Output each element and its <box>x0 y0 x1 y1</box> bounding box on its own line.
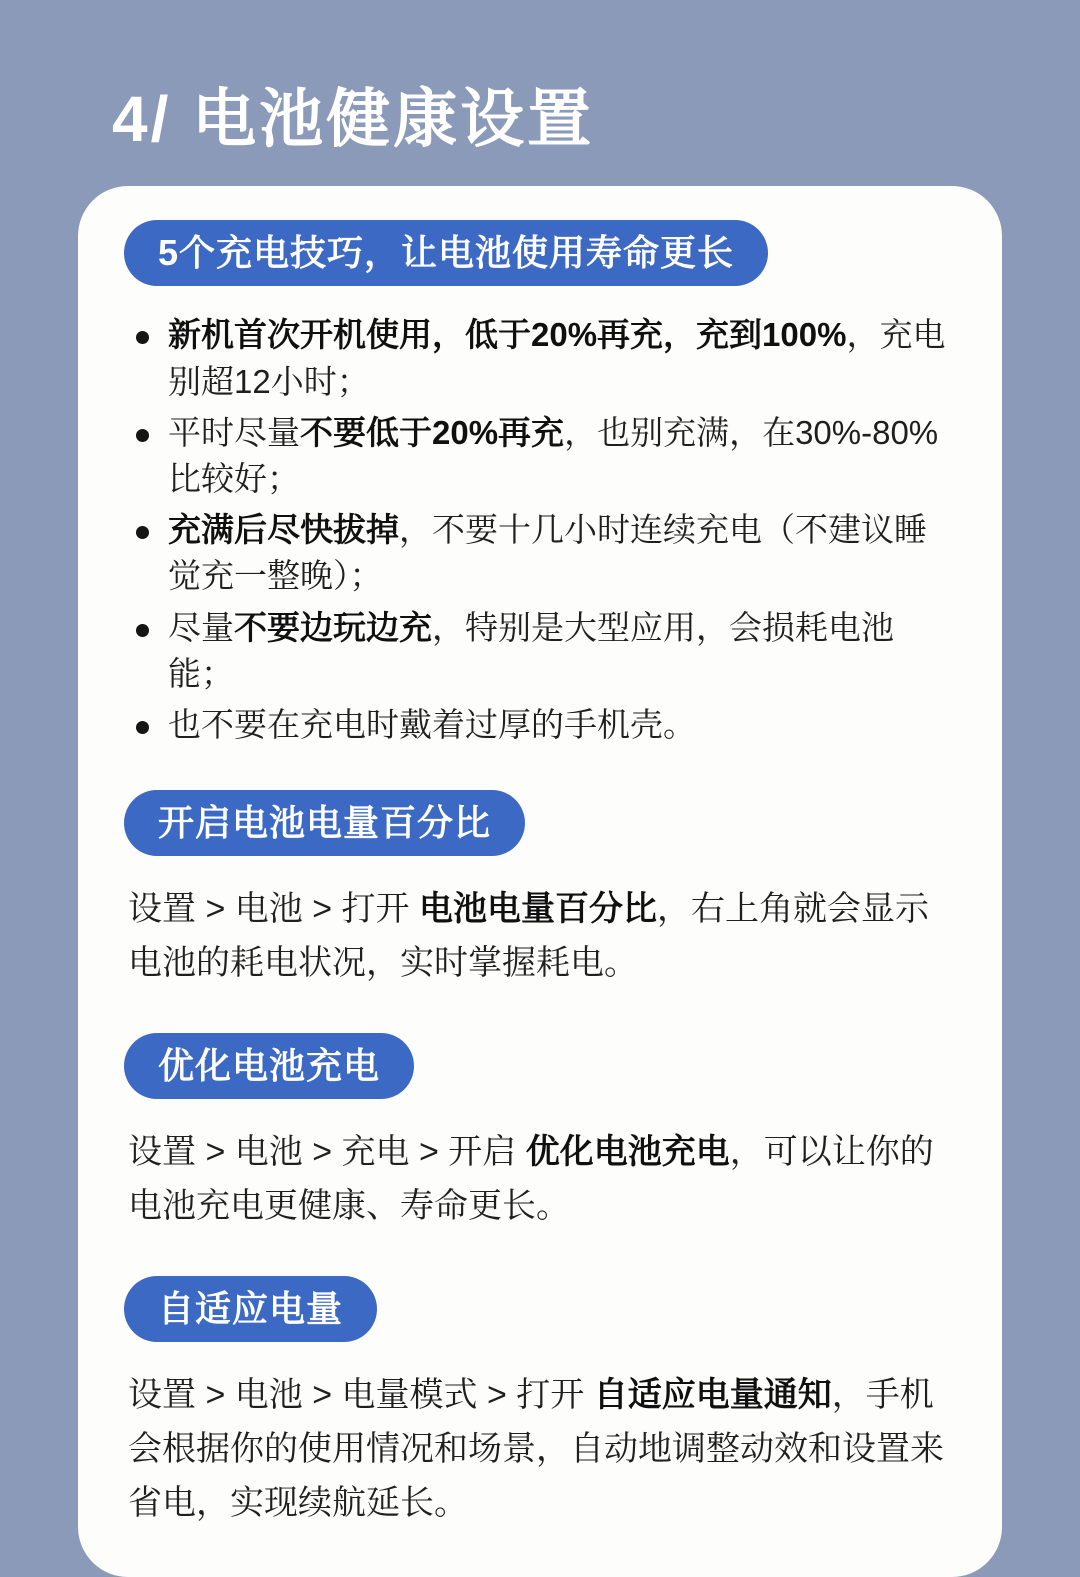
battery-percentage-text <box>128 882 956 991</box>
text-run: 设置 > 电池 > 电量模式 > 打开 <box>128 1375 594 1414</box>
page-title: 4/ 电池健康设置 <box>112 83 595 155</box>
adaptive-battery-badge: 自适应电量 <box>124 1276 377 1342</box>
highlight-term: 优化电池充电 <box>525 1132 730 1171</box>
text-run: 也不要在充电时戴着过厚的手机壳。 <box>168 705 696 743</box>
optimized-charging-badge: 优化电池充电 <box>124 1033 414 1099</box>
text-run: ，右上角就会显示电池的耗电状况，实时掌握耗电。 <box>128 890 929 983</box>
charging-tip-item <box>124 605 956 697</box>
highlight-term: 充满后尽快拔掉 <box>168 511 399 549</box>
text-run: ，不要十几小时连续充电（不建议睡觉充一整晚）； <box>168 511 927 595</box>
text-run: ，充电别超12小时； <box>168 316 946 400</box>
section-charging-tips <box>124 220 956 748</box>
highlight-term: 电池电量百分比 <box>418 890 657 929</box>
text-run: ，也别充满，在30%-80%比较好； <box>168 413 939 497</box>
text-run: 设置 > 电池 > 打开 <box>128 890 419 929</box>
highlight-term: 自适应电量通知 <box>593 1375 832 1414</box>
charging-tip-item <box>124 410 956 502</box>
optimized-charging-text <box>128 1125 956 1234</box>
section-battery-percentage <box>124 790 956 991</box>
charging-tip-item <box>124 312 956 404</box>
text-run: 平时尽量 <box>168 413 300 451</box>
text-run: 尽量 <box>168 608 234 646</box>
text-run: ，可以让你的电池充电更健康、寿命更长。 <box>128 1132 934 1226</box>
charging-tips-badge: 5个充电技巧，让电池使用寿命更长 <box>124 220 768 286</box>
charging-tip-item <box>124 702 956 748</box>
section-optimized-charging <box>124 1033 956 1234</box>
content-card <box>78 186 1002 1576</box>
highlight-term: 新机首次开机使用，低于20%再充，充到100% <box>168 316 847 354</box>
highlight-term: 不要低于20%再充 <box>300 413 565 451</box>
section-adaptive-battery <box>124 1276 956 1531</box>
text-run: 设置 > 电池 > 充电 > 开启 <box>128 1132 526 1171</box>
adaptive-battery-text <box>128 1368 956 1531</box>
charging-tips-list <box>124 312 956 748</box>
charging-tip-item <box>124 507 956 599</box>
text-run: ，手机会根据你的使用情况和场景，自动地调整动效和设置来省电，实现续航延长。 <box>128 1375 944 1523</box>
battery-percentage-badge: 开启电池电量百分比 <box>124 790 525 856</box>
highlight-term: 不要边玩边充 <box>234 608 432 646</box>
text-run: ，特别是大型应用，会损耗电池能； <box>168 608 894 692</box>
